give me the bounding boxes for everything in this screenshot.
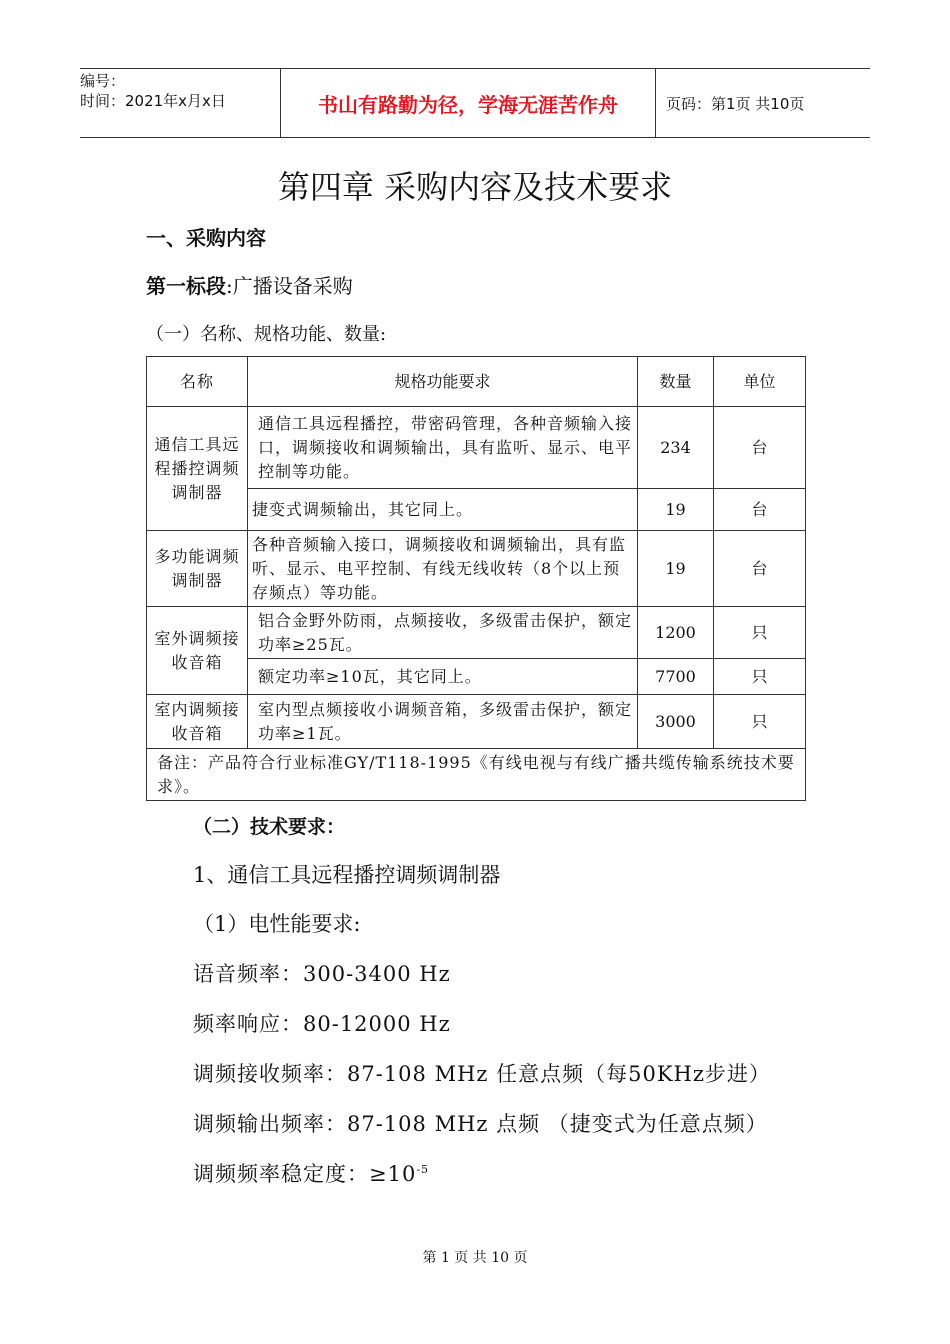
header-cell: 单位 — [714, 357, 806, 407]
item-requirement: 铝合金野外防雨，点频接收，多级雷击保护，额定功率≥25瓦。 — [248, 607, 638, 659]
subsection-heading: （一）名称、规格功能、数量: — [146, 324, 387, 345]
header-cell: 规格功能要求 — [248, 357, 638, 407]
spec-line-stability — [193, 1158, 429, 1188]
time-label: 时间：2021年x月x日 — [80, 92, 226, 110]
item-unit: 只 — [714, 695, 806, 749]
item-unit: 只 — [714, 659, 806, 695]
header-cell: 名称 — [147, 357, 248, 407]
performance-heading: （1）电性能要求: — [193, 912, 361, 936]
table-row — [147, 531, 806, 607]
table-note: 备注：产品符合行业标准GY/T118-1995《有线电视与有线广播共缆传输系统技术要求》。 — [147, 749, 806, 801]
item-quantity: 19 — [638, 531, 714, 607]
header-cell: 数量 — [638, 357, 714, 407]
item-requirement: 捷变式调频输出，其它同上。 — [248, 489, 638, 531]
item-heading: 1、通信工具远程播控调频调制器 — [193, 863, 501, 887]
item-requirement: 室内型点频接收小调频音箱，多级雷击保护，额定功率≥1瓦。 — [248, 695, 638, 749]
chapter-title: 第四章 采购内容及技术要求 — [277, 168, 673, 206]
lot-heading — [146, 270, 353, 299]
item-unit: 台 — [714, 489, 806, 531]
item-quantity: 3000 — [638, 695, 714, 749]
item-unit: 台 — [714, 407, 806, 489]
table-row — [147, 695, 806, 749]
item-name: 室外调频接收音箱 — [147, 607, 248, 695]
item-unit: 只 — [714, 607, 806, 659]
spec-line: 语音频率：300-3400 Hz — [193, 962, 451, 986]
spec-line: 调频输出频率：87-108 MHz 点频 （捷变式为任意点频） — [193, 1112, 768, 1136]
item-requirement: 额定功率≥10瓦，其它同上。 — [248, 659, 638, 695]
section-heading: 一、采购内容 — [146, 226, 266, 250]
item-name: 室内调频接收音箱 — [147, 695, 248, 749]
item-name: 通信工具远程播控调频调制器 — [147, 407, 248, 531]
item-quantity: 7700 — [638, 659, 714, 695]
table-note-row — [147, 749, 806, 801]
stability-exponent: -5 — [416, 1163, 430, 1176]
header-motto: 书山有路勤为径，学海无涯苦作舟 — [280, 69, 656, 137]
header-page-code: 页码：第1页 共10页 — [666, 94, 805, 113]
lot-text: :广播设备采购 — [226, 274, 353, 298]
header-meta — [80, 69, 280, 137]
table-row — [147, 407, 806, 489]
item-quantity: 19 — [638, 489, 714, 531]
table-row — [147, 607, 806, 659]
item-name: 多功能调频调制器 — [147, 531, 248, 607]
spec-line: 调频接收频率：87-108 MHz 任意点频（每50KHz步进） — [193, 1062, 771, 1086]
table-header-row — [147, 357, 806, 407]
page-header — [80, 68, 870, 138]
item-requirement: 各种音频输入接口，调频接收和调频输出，具有监听、显示、电平控制、有线无线收转（8个以上预存频点）等功能。 — [248, 531, 638, 607]
lot-label: 第一标段 — [146, 274, 226, 298]
item-requirement: 通信工具远程播控，带密码管理，各种音频输入接口，调频接收和调频输出，具有监听、显示、电平控制等功能。 — [248, 407, 638, 489]
item-quantity: 234 — [638, 407, 714, 489]
stability-label: 调频频率稳定度：≥10 — [193, 1162, 417, 1186]
number-label: 编号： — [80, 72, 126, 90]
tech-requirements-heading: （二）技术要求： — [193, 816, 346, 838]
item-unit: 台 — [714, 531, 806, 607]
spec-table — [146, 356, 806, 801]
item-quantity: 1200 — [638, 607, 714, 659]
page-footer: 第 1 页 共 10 页 — [422, 1250, 528, 1266]
spec-line: 频率响应：80-12000 Hz — [193, 1012, 451, 1036]
